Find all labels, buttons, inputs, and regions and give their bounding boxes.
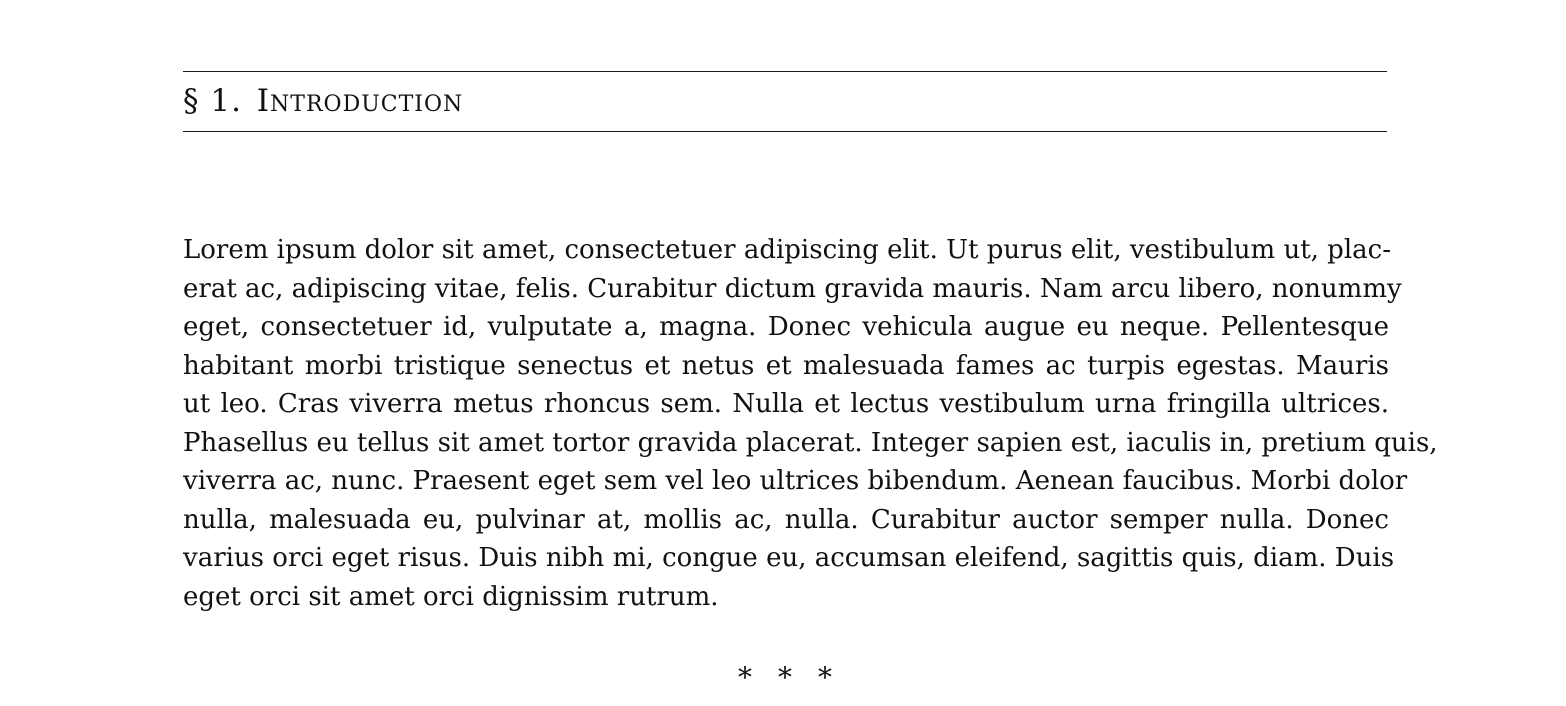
section-heading bbox=[183, 80, 463, 122]
paragraph-line: viverra ac, nunc. Praesent eget sem vel leo ultrices bibendum. Aenean faucibus. Morbi dolor bbox=[183, 466, 1408, 496]
section-number: § 1. bbox=[183, 83, 242, 119]
ornament-asterisk: * bbox=[738, 661, 752, 694]
paragraph-line: ut leo. Cras viverra metus rhoncus sem. Nulla et lectus vestibulum urna fringilla ultrices. bbox=[183, 389, 1389, 419]
paragraph-line: habitant morbi tristique senectus et netus et malesuada fames ac turpis egestas. Mauris bbox=[183, 350, 1389, 381]
paragraph-line: nulla, malesuada eu, pulvinar at, mollis ac, nulla. Curabitur auctor semper nulla. Donec bbox=[183, 504, 1389, 535]
ornament-asterisk: * bbox=[818, 661, 832, 694]
paragraph-line: eget orci sit amet orci dignissim rutrum. bbox=[183, 581, 719, 612]
body-paragraph bbox=[183, 231, 1438, 616]
heading-bottom-rule bbox=[183, 131, 1387, 132]
paragraph-line: eget, consectetuer id, vulputate a, magna. Donec vehicula augue eu neque. Pellentesque bbox=[183, 312, 1389, 342]
section-title: Introduction bbox=[256, 83, 464, 119]
paragraph-line: Phasellus eu tellus sit amet tortor gravida placerat. Integer sapien est, iaculis in, pretium quis, bbox=[183, 427, 1438, 458]
document-page bbox=[183, 0, 1438, 706]
ornament-asterisk: * bbox=[778, 661, 792, 694]
paragraph-line: erat ac, adipiscing vitae, felis. Curabitur dictum gravida mauris. Nam arcu libero, nonummy bbox=[183, 273, 1402, 304]
section-break-ornament bbox=[183, 660, 1387, 696]
heading-top-rule bbox=[183, 71, 1387, 72]
paragraph-line: Lorem ipsum dolor sit amet, consectetuer adipiscing elit. Ut purus elit, vestibulum ut, plac- bbox=[183, 235, 1391, 265]
paragraph-line: varius orci eget risus. Duis nibh mi, congue eu, accumsan eleifend, sagittis quis, diam. Duis bbox=[183, 543, 1395, 573]
